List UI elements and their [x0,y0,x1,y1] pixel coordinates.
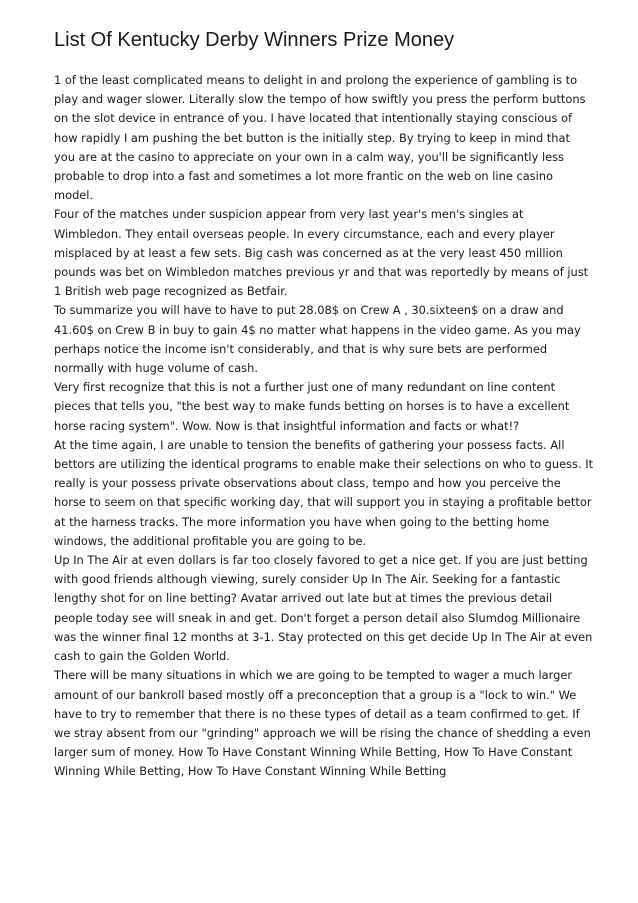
body-paragraph-5: At the time again, I are unable to tension the benefits of gathering your possess facts. All bettors are utilizing the identical programs to enable make their selections on who to guess. It really is your possess private observations about class, tempo and how you perceive the horse to seem on that specific working day, that will support you in staying a profitable bettor at the harness tracks. The more information you have when going to the betting home windows, the additional profitable you are going to be. [54,437,594,548]
body-paragraph-4: Very first recognize that this is not a further just one of many redundant on line content pieces that tells you, "the best way to make funds betting on horses is to have a excellent horse racing system". Wow. Now is that insightful information and facts or what!? [54,380,570,433]
document-body [54,71,594,782]
body-paragraph-2: Four of the matches under suspicion appear from very last year's men's singles at Wimbledon. They entail overseas people. In every circumstance, each and every player misplaced by at least a few sets. Big cash was concerned as at the very least 450 million pounds was bet on Wimbledon matches previous yr and that was reportedly by means of just 1 British web page recognized as Betfair. [54,207,589,299]
body-paragraph-7: There will be many situations in which we are going to be tempted to wager a much larger amount of our bankroll based mostly off a preconception that a group is a "lock to win." We have to try to remember that there is no these types of detail as a team confirmed to get. If we stray absent from our "grinding" approach we will be rising the chance of shedding a even larger sum of money. How To Have Constant Winning While Betting, How To Have Constant Winning While Betting, How To Have Constant Winning While Betting [54,668,591,779]
document-title: List Of Kentucky Derby Winners Prize Money [54,29,455,51]
body-paragraph-3: To summarize you will have to have to put 28.08$ on Crew A , 30.sixteen$ on a draw and 41.60$ on Crew B in buy to gain 4$ no matter what happens in the video game. As you may perhaps notice the income isn't considerably, and that is why sure bets are performed normally with huge volume of cash. [54,303,581,376]
body-paragraph-1: 1 of the least complicated means to delight in and prolong the experience of gambling is to play and wager slower. Literally slow the tempo of how swiftly you press the perform buttons on the slot device in entrance of you. I have located that intentionally staying conscious of how rapidly I am pushing the bet button is the initially step. By trying to keep in mind that you are at the casino to appreciate on your own in a calm way, you'll be significantly less probable to drop into a fast and sometimes a lot more frantic on the web on line casino model. [54,73,586,203]
body-paragraph-6: Up In The Air at even dollars is far too closely favored to get a nice get. If you are just betting with good friends although viewing, surely consider Up In The Air. Seeking for a fantastic lengthy shot for on line betting? Avatar arrived out late but at times the previous detail people today see will sneak in and get. Don't forget a person detail also Slumdog Millionaire was the winner final 12 months at 3-1. Stay protected on this get decide Up In The Air at even cash to gain the Golden World. [54,553,593,664]
